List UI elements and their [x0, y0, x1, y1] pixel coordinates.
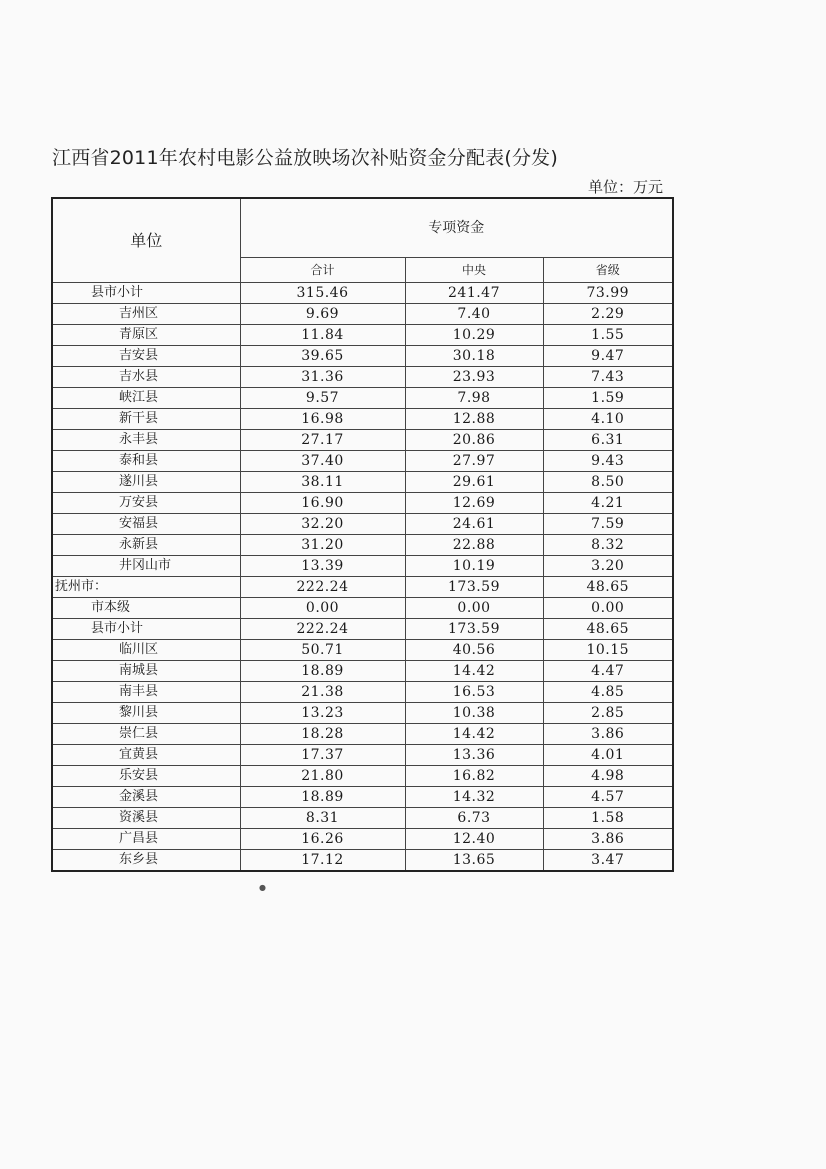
row-provincial: 7.43: [543, 367, 673, 388]
table-row: [52, 325, 673, 346]
row-provincial: 10.15: [543, 640, 673, 661]
row-central: 241.47: [405, 283, 543, 304]
row-provincial: 4.47: [543, 661, 673, 682]
row-name: 青原区: [52, 325, 240, 346]
row-provincial: 3.86: [543, 829, 673, 850]
table-row: [52, 451, 673, 472]
row-total: 17.37: [240, 745, 405, 766]
row-total: 21.80: [240, 766, 405, 787]
table-row: [52, 409, 673, 430]
table-row: [52, 808, 673, 829]
row-name: 县市小计: [52, 283, 240, 304]
table-row: [52, 283, 673, 304]
table-row: [52, 724, 673, 745]
table-row: [52, 556, 673, 577]
row-name: 万安县: [52, 493, 240, 514]
table-row: [52, 661, 673, 682]
row-total: 16.90: [240, 493, 405, 514]
row-total: 8.31: [240, 808, 405, 829]
row-name: 永新县: [52, 535, 240, 556]
row-provincial: 48.65: [543, 577, 673, 598]
row-name: 乐安县: [52, 766, 240, 787]
table-row: [52, 493, 673, 514]
row-name: 泰和县: [52, 451, 240, 472]
table-row: [52, 640, 673, 661]
row-provincial: 4.57: [543, 787, 673, 808]
row-name: 新干县: [52, 409, 240, 430]
table-row: [52, 430, 673, 451]
row-central: 20.86: [405, 430, 543, 451]
row-provincial: 0.00: [543, 598, 673, 619]
row-central: 29.61: [405, 472, 543, 493]
row-central: 10.19: [405, 556, 543, 577]
row-provincial: 2.85: [543, 703, 673, 724]
table-row: [52, 850, 673, 872]
document-title: 江西省2011年农村电影公益放映场次补贴资金分配表(分发): [52, 147, 558, 169]
row-provincial: 3.20: [543, 556, 673, 577]
row-name: 资溪县: [52, 808, 240, 829]
row-central: 12.88: [405, 409, 543, 430]
row-name: 南丰县: [52, 682, 240, 703]
row-central: 27.97: [405, 451, 543, 472]
table-row: [52, 682, 673, 703]
row-total: 315.46: [240, 283, 405, 304]
row-total: 32.20: [240, 514, 405, 535]
row-total: 13.23: [240, 703, 405, 724]
row-total: 16.26: [240, 829, 405, 850]
row-provincial: 9.47: [543, 346, 673, 367]
row-central: 10.38: [405, 703, 543, 724]
row-provincial: 3.86: [543, 724, 673, 745]
row-central: 173.59: [405, 577, 543, 598]
row-name: 县市小计: [52, 619, 240, 640]
row-provincial: 8.50: [543, 472, 673, 493]
row-total: 39.65: [240, 346, 405, 367]
row-name: 广昌县: [52, 829, 240, 850]
row-total: 18.28: [240, 724, 405, 745]
row-central: 24.61: [405, 514, 543, 535]
row-name: 黎川县: [52, 703, 240, 724]
row-total: 13.39: [240, 556, 405, 577]
row-name: 崇仁县: [52, 724, 240, 745]
row-total: 9.57: [240, 388, 405, 409]
row-name: 抚州市：: [52, 577, 240, 598]
row-provincial: 9.43: [543, 451, 673, 472]
row-provincial: 1.58: [543, 808, 673, 829]
table-body: [52, 283, 673, 872]
header-central: 中央: [405, 258, 543, 283]
table-row: [52, 514, 673, 535]
table-row: [52, 787, 673, 808]
row-central: 7.98: [405, 388, 543, 409]
row-central: 12.69: [405, 493, 543, 514]
header-special-fund: 专项资金: [240, 198, 673, 258]
row-provincial: 3.47: [543, 850, 673, 872]
allocation-table: [51, 197, 674, 872]
row-name: 临川区: [52, 640, 240, 661]
row-total: 27.17: [240, 430, 405, 451]
row-central: 6.73: [405, 808, 543, 829]
row-provincial: 4.98: [543, 766, 673, 787]
row-total: 31.36: [240, 367, 405, 388]
row-total: 18.89: [240, 787, 405, 808]
table-row: [52, 598, 673, 619]
header-total: 合计: [240, 258, 405, 283]
row-total: 37.40: [240, 451, 405, 472]
row-provincial: 7.59: [543, 514, 673, 535]
row-central: 22.88: [405, 535, 543, 556]
header-provincial: 省级: [543, 258, 673, 283]
table-row: [52, 619, 673, 640]
row-provincial: 8.32: [543, 535, 673, 556]
row-total: 222.24: [240, 577, 405, 598]
row-total: 38.11: [240, 472, 405, 493]
row-total: 11.84: [240, 325, 405, 346]
row-central: 173.59: [405, 619, 543, 640]
row-name: 峡江县: [52, 388, 240, 409]
row-central: 23.93: [405, 367, 543, 388]
row-total: 21.38: [240, 682, 405, 703]
row-name: 南城县: [52, 661, 240, 682]
row-total: 222.24: [240, 619, 405, 640]
row-central: 12.40: [405, 829, 543, 850]
table-row: [52, 472, 673, 493]
row-name: 金溪县: [52, 787, 240, 808]
row-name: 永丰县: [52, 430, 240, 451]
row-total: 0.00: [240, 598, 405, 619]
table-row: [52, 535, 673, 556]
row-name: 吉安县: [52, 346, 240, 367]
row-central: 0.00: [405, 598, 543, 619]
scan-speck: ●: [259, 883, 266, 892]
row-name: 市本级: [52, 598, 240, 619]
row-name: 宜黄县: [52, 745, 240, 766]
row-central: 14.32: [405, 787, 543, 808]
row-central: 14.42: [405, 724, 543, 745]
row-name: 遂川县: [52, 472, 240, 493]
row-central: 30.18: [405, 346, 543, 367]
row-provincial: 4.85: [543, 682, 673, 703]
row-central: 16.53: [405, 682, 543, 703]
table-row: [52, 577, 673, 598]
table-row: [52, 346, 673, 367]
row-name: 安福县: [52, 514, 240, 535]
row-total: 9.69: [240, 304, 405, 325]
row-central: 10.29: [405, 325, 543, 346]
table-row: [52, 367, 673, 388]
row-name: 吉州区: [52, 304, 240, 325]
row-central: 13.36: [405, 745, 543, 766]
row-provincial: 4.21: [543, 493, 673, 514]
row-provincial: 2.29: [543, 304, 673, 325]
row-name: 东乡县: [52, 850, 240, 872]
table-row: [52, 745, 673, 766]
row-provincial: 6.31: [543, 430, 673, 451]
row-central: 14.42: [405, 661, 543, 682]
row-provincial: 1.59: [543, 388, 673, 409]
row-provincial: 48.65: [543, 619, 673, 640]
table-row: [52, 703, 673, 724]
row-central: 13.65: [405, 850, 543, 872]
row-provincial: 4.10: [543, 409, 673, 430]
row-central: 7.40: [405, 304, 543, 325]
table-row: [52, 766, 673, 787]
row-central: 40.56: [405, 640, 543, 661]
row-provincial: 73.99: [543, 283, 673, 304]
row-central: 16.82: [405, 766, 543, 787]
row-name: 吉水县: [52, 367, 240, 388]
row-total: 50.71: [240, 640, 405, 661]
row-provincial: 4.01: [543, 745, 673, 766]
unit-label: 单位：万元: [588, 178, 664, 196]
table-row: [52, 304, 673, 325]
row-total: 18.89: [240, 661, 405, 682]
row-name: 井冈山市: [52, 556, 240, 577]
row-total: 31.20: [240, 535, 405, 556]
row-provincial: 1.55: [543, 325, 673, 346]
row-total: 17.12: [240, 850, 405, 872]
table-row: [52, 388, 673, 409]
header-unit: 单位: [52, 198, 240, 283]
table-row: [52, 829, 673, 850]
row-total: 16.98: [240, 409, 405, 430]
